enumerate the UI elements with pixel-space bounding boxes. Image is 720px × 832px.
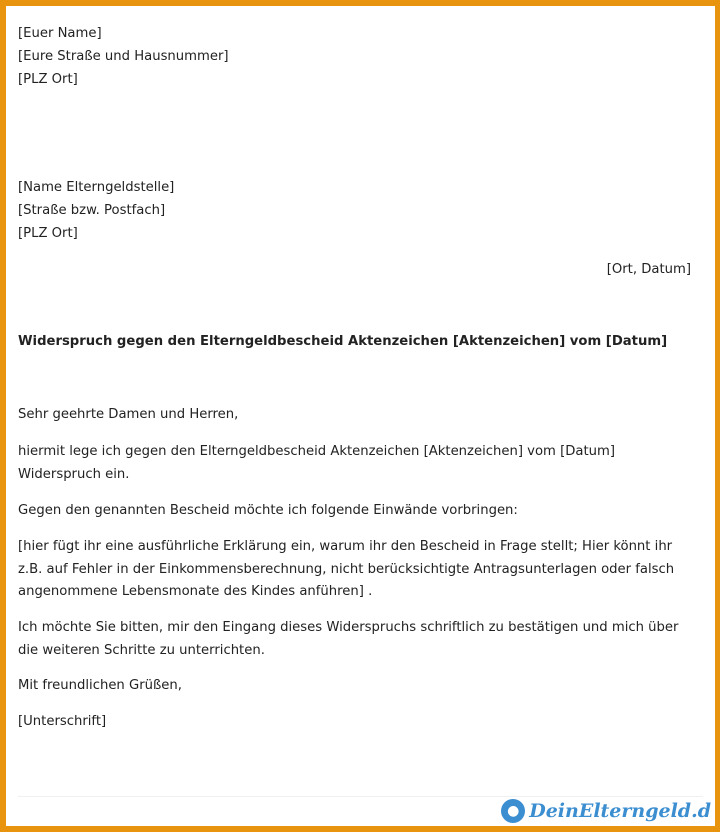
paragraph-request: Ich möchte Sie bitten, mir den Eingang dieses Widerspruchs schriftlich zu bestätigen und mich über die weiteren Schritte zu unterrichten. — [18, 620, 679, 658]
recipient-street: [Straße bzw. Postfach] — [18, 203, 166, 218]
sender-city: [PLZ Ort] — [18, 72, 78, 87]
paragraph-explanation: [hier fügt ihr eine ausführliche Erklärung ein, warum ihr den Bescheid in Frage stellt; Hier könnt ihr z.B. auf Fehler in der Einkommensberechnung, nicht berücksichtigte Antragsunterlagen oder falsch angenommene Lebensmonate des Kindes anführen] . — [18, 539, 675, 599]
place-date: [Ort, Datum] — [606, 262, 691, 277]
recipient-city: [PLZ Ort] — [18, 226, 78, 241]
letter-page — [6, 6, 715, 826]
signature: [Unterschrift] — [18, 714, 107, 729]
watermark-logo — [501, 796, 711, 826]
stroller-icon: ● — [501, 799, 525, 823]
sender-street: [Eure Straße und Hausnummer] — [18, 49, 229, 64]
salutation: Sehr geehrte Damen und Herren, — [18, 407, 239, 422]
watermark-text: DeinElterngeld.d — [529, 799, 711, 822]
sender-name: [Euer Name] — [18, 26, 102, 41]
paragraph-intro: hiermit lege ich gegen den Elterngeldbescheid Aktenzeichen [Aktenzeichen] vom [Datum] Widerspruch ein. — [18, 444, 615, 482]
subject-line: Widerspruch gegen den Elterngeldbescheid Aktenzeichen [Aktenzeichen] vom [Datum] — [18, 334, 668, 349]
closing: Mit freundlichen Grüßen, — [18, 678, 182, 693]
paragraph-objections: Gegen den genannten Bescheid möchte ich folgende Einwände vorbringen: — [18, 503, 518, 518]
recipient-name: [Name Elterngeldstelle] — [18, 180, 175, 195]
